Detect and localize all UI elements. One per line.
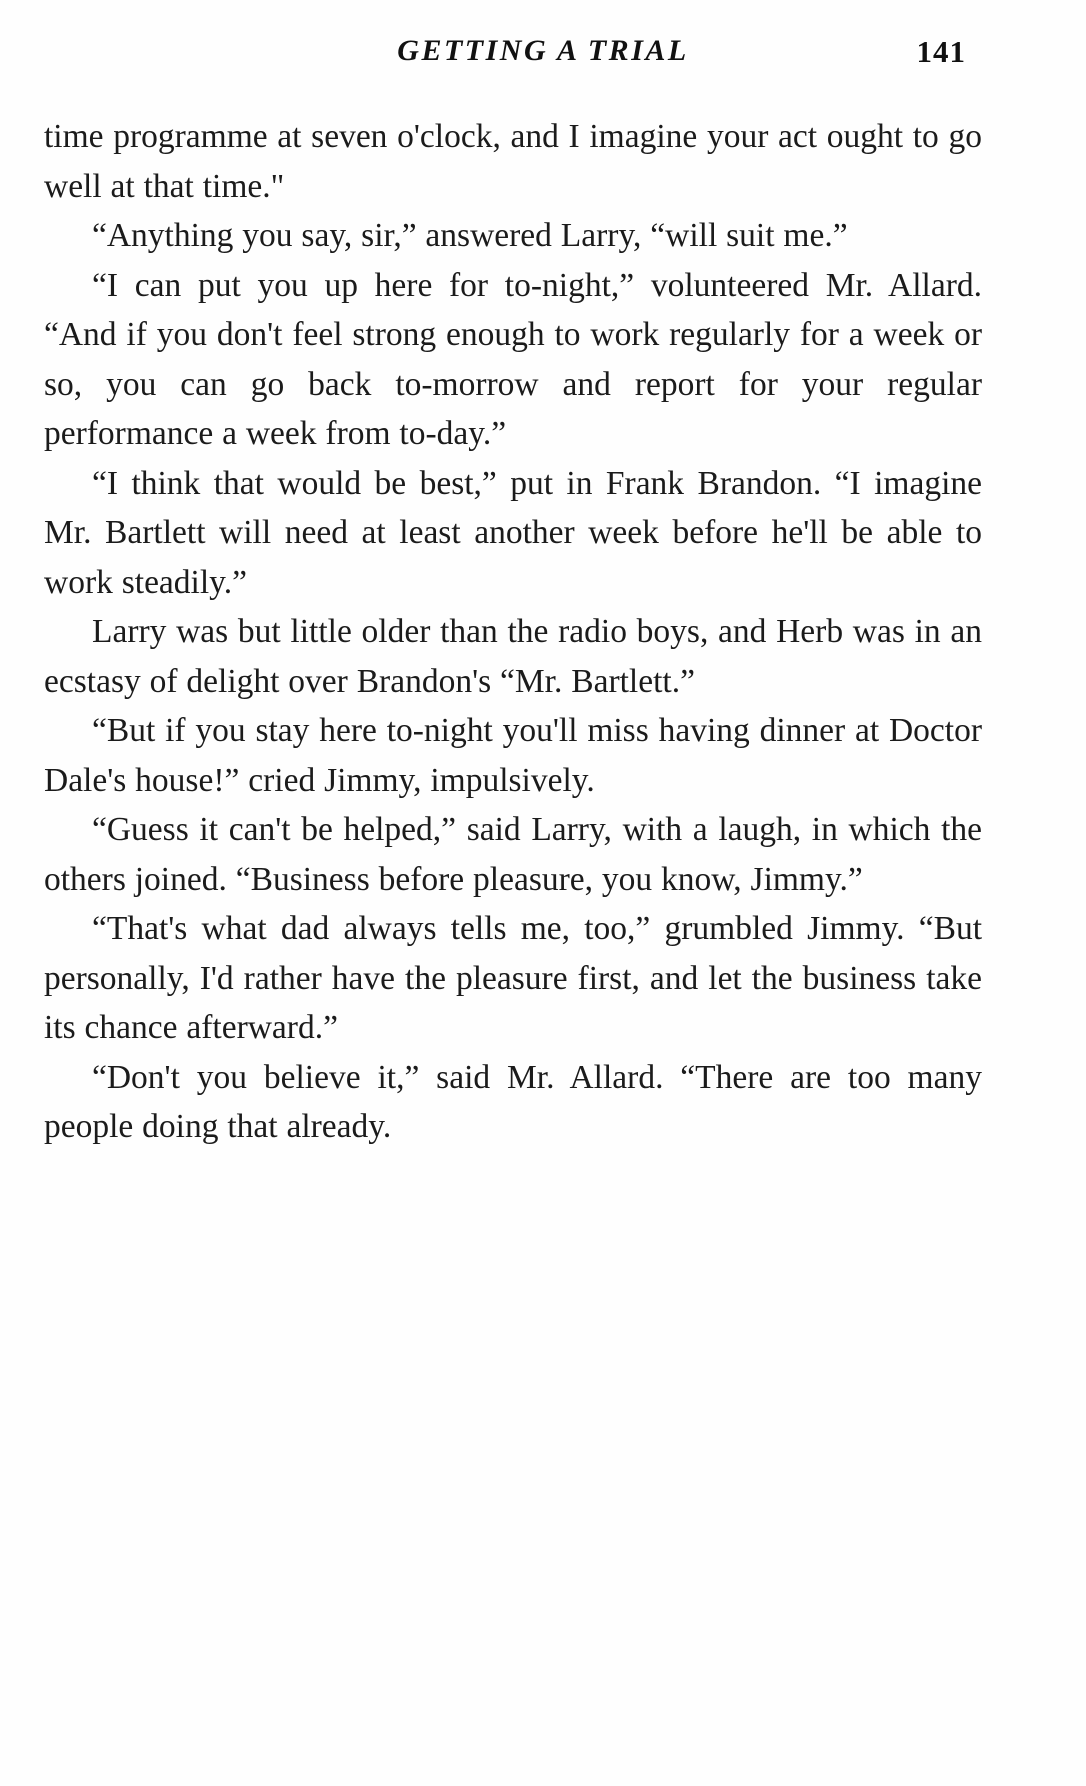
paragraph: “But if you stay here to-night you'll miss having dinner at Doctor Dale's house!” cried Jimmy, impulsively.: [44, 712, 982, 799]
paragraph: “I think that would be best,” put in Frank Brandon. “I imagine Mr. Bartlett will need at least another week before he'll be able to work steadily.”: [44, 464, 982, 601]
running-title: GETTING A TRIAL: [397, 34, 689, 67]
page-header: [120, 34, 966, 68]
paragraph: time programme at seven o'clock, and I imagine your act ought to go well at that time.": [44, 118, 982, 205]
paragraph: “Don't you believe it,” said Mr. Allard. “There are too many people doing that already.: [44, 1058, 982, 1145]
paragraph: “I can put you up here for to-night,” volunteered Mr. Allard. “And if you don't feel strong enough to work regularly for a week or so, you can go back to-morrow and report for your regular performance a week from to-day.”: [44, 266, 982, 452]
paragraph: “Anything you say, sir,” answered Larry, “will suit me.”: [92, 217, 848, 254]
paragraph: “That's what dad always tells me, too,” grumbled Jimmy. “But personally, I'd rather have the pleasure first, and let the business take its chance afterward.”: [44, 910, 982, 1046]
body-text: [44, 112, 982, 1152]
paragraph: Larry was but little older than the radio boys, and Herb was in an ecstasy of delight over Brandon's “Mr. Bartlett.”: [44, 613, 982, 700]
paragraph: “Guess it can't be helped,” said Larry, with a laugh, in which the others joined. “Business before pleasure, you know, Jimmy.”: [44, 811, 982, 898]
page-number: 141: [916, 34, 966, 69]
